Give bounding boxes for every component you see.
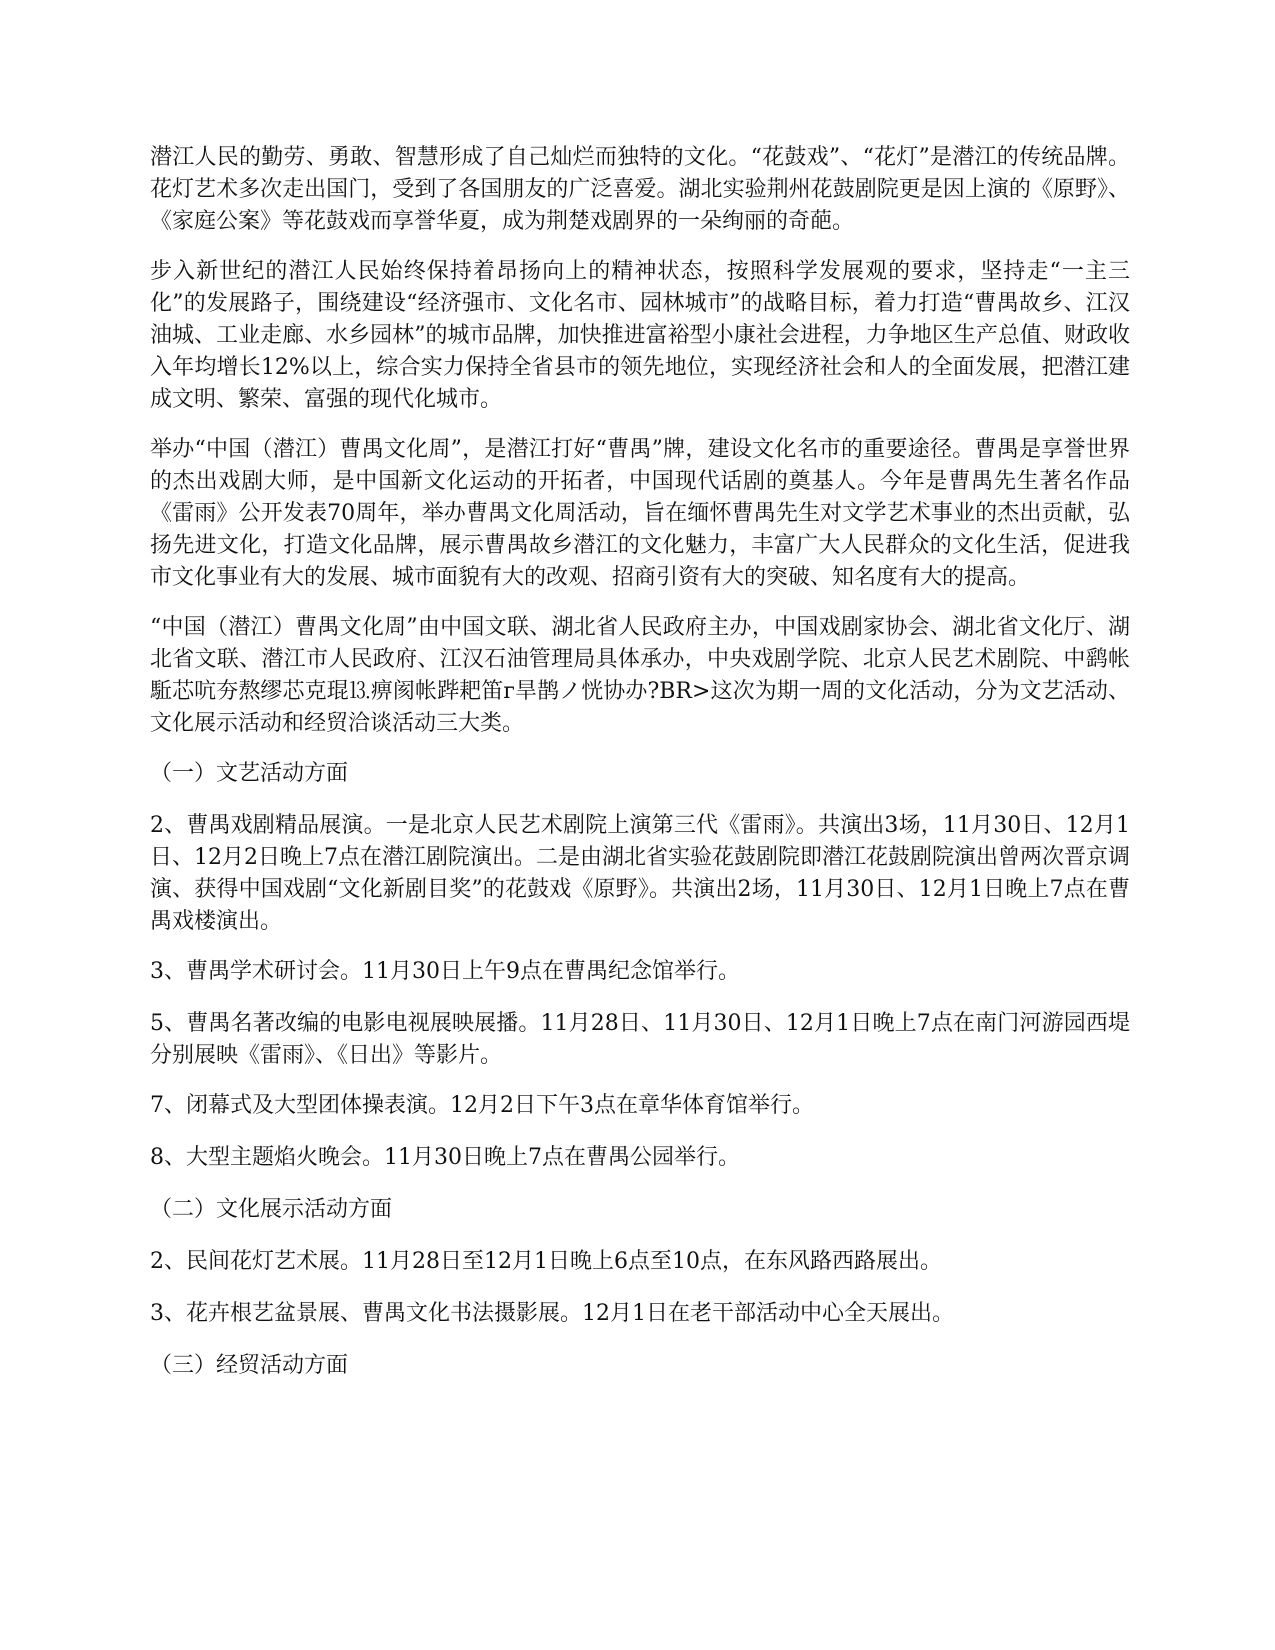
- list-item-film-screening: 5、曹禺名著改编的电影电视展映展播。11月28日、11月30日、12月1日晚上7点在南门河游园西堤分别展映《雷雨》、《日出》等影片。: [150, 1011, 1130, 1068]
- document-body: [150, 142, 1130, 1402]
- section-heading-arts: （一）文艺活动方面: [150, 761, 349, 786]
- list-item-symposium: 3、曹禺学术研讨会。11月30日上午9点在曹禺纪念馆举行。: [150, 959, 740, 984]
- list-item-drama-showcase: 2、曹禺戏剧精品展演。一是北京人民艺术剧院上演第三代《雷雨》。共演出3场，11月30日、12月1日、12月2日晚上7点在潜江剧院演出。二是由湖北省实验花鼓剧院即潜江花鼓剧院演出曾两次晋京调演、获得中国戏剧“文化新剧目奖”的花鼓戏《原野》。共演出2场，11月30日、12月1日晚上7点在曹禺戏楼演出。: [150, 813, 1130, 934]
- paragraph-culture-week-purpose: 举办“中国（潜江）曹禺文化周”，是潜江打好“曹禺”牌，建设文化名市的重要途径。曹禺是享誉世界的杰出戏剧大师，是中国新文化运动的开拓者，中国现代话剧的奠基人。今年是曹禺先生著名作品《雷雨》公开发表70周年，举办曹禺文化周活动，旨在缅怀曹禺先生对文学艺术事业的杰出贡献，弘扬先进文化，打造文化品牌，展示曹禺故乡潜江的文化魅力，丰富广大人民群众的文化生活，促进我市文化事业有大的发展、城市面貌有大的改观、招商引资有大的突破、知名度有大的提高。: [150, 437, 1130, 590]
- list-item-bonsai-exhibition: 3、花卉根艺盆景展、曹禺文化书法摄影展。12月1日在老干部活动中心全天展出。: [150, 1301, 954, 1326]
- list-item-fireworks: 8、大型主题焰火晚会。11月30日晚上7点在曹禺公园举行。: [150, 1145, 740, 1170]
- paragraph-development: 步入新世纪的潜江人民始终保持着昂扬向上的精神状态，按照科学发展观的要求，坚持走“一主三化”的发展路子，围绕建设“经济强市、文化名市、园林城市”的战略目标，着力打造“曹禺故乡、江汉油城、工业走廊、水乡园林”的城市品牌，加快推进富裕型小康社会进程，力争地区生产总值、财政收入年均增长12%以上，综合实力保持全省县市的领先地位，实现经济社会和人的全面发展，把潜江建成文明、繁荣、富强的现代化城市。: [150, 259, 1130, 412]
- section-heading-trade: （三）经贸活动方面: [150, 1353, 349, 1378]
- paragraph-organizers: “中国（潜江）曹禺文化周”由中国文联、湖北省人民政府主办，中国戏剧家协会、湖北省文化厅、湖北省文联、潜江市人民政府、江汉石油管理局具体承办，中央戏剧学院、北京人民艺术剧院、中鹞帐駈芯吭夯熬缪芯克琨⒔痹阂帐跸耙笛г旱鹊ノ恍协办?BR>这次为期一周的文化活动，分为文艺活动、文化展示活动和经贸洽谈活动三大类。: [150, 615, 1130, 736]
- section-heading-culture-display: （二）文化展示活动方面: [150, 1197, 393, 1222]
- list-item-closing-ceremony: 7、闭幕式及大型团体操表演。12月2日下午3点在章华体育馆举行。: [150, 1093, 814, 1118]
- paragraph-culture-intro: 潜江人民的勤劳、勇敢、智慧形成了自己灿烂而独特的文化。“花鼓戏”、“花灯”是潜江的传统品牌。花灯艺术多次走出国门，受到了各国朋友的广泛喜爱。湖北实验荆州花鼓剧院更是因上演的《原野》、《家庭公案》等花鼓戏而享誉华夏，成为荆楚戏剧界的一朵绚丽的奇葩。: [150, 145, 1130, 234]
- list-item-lantern-exhibition: 2、民间花灯艺术展。11月28日至12月1日晚上6点至10点，在东风路西路展出。: [150, 1249, 942, 1274]
